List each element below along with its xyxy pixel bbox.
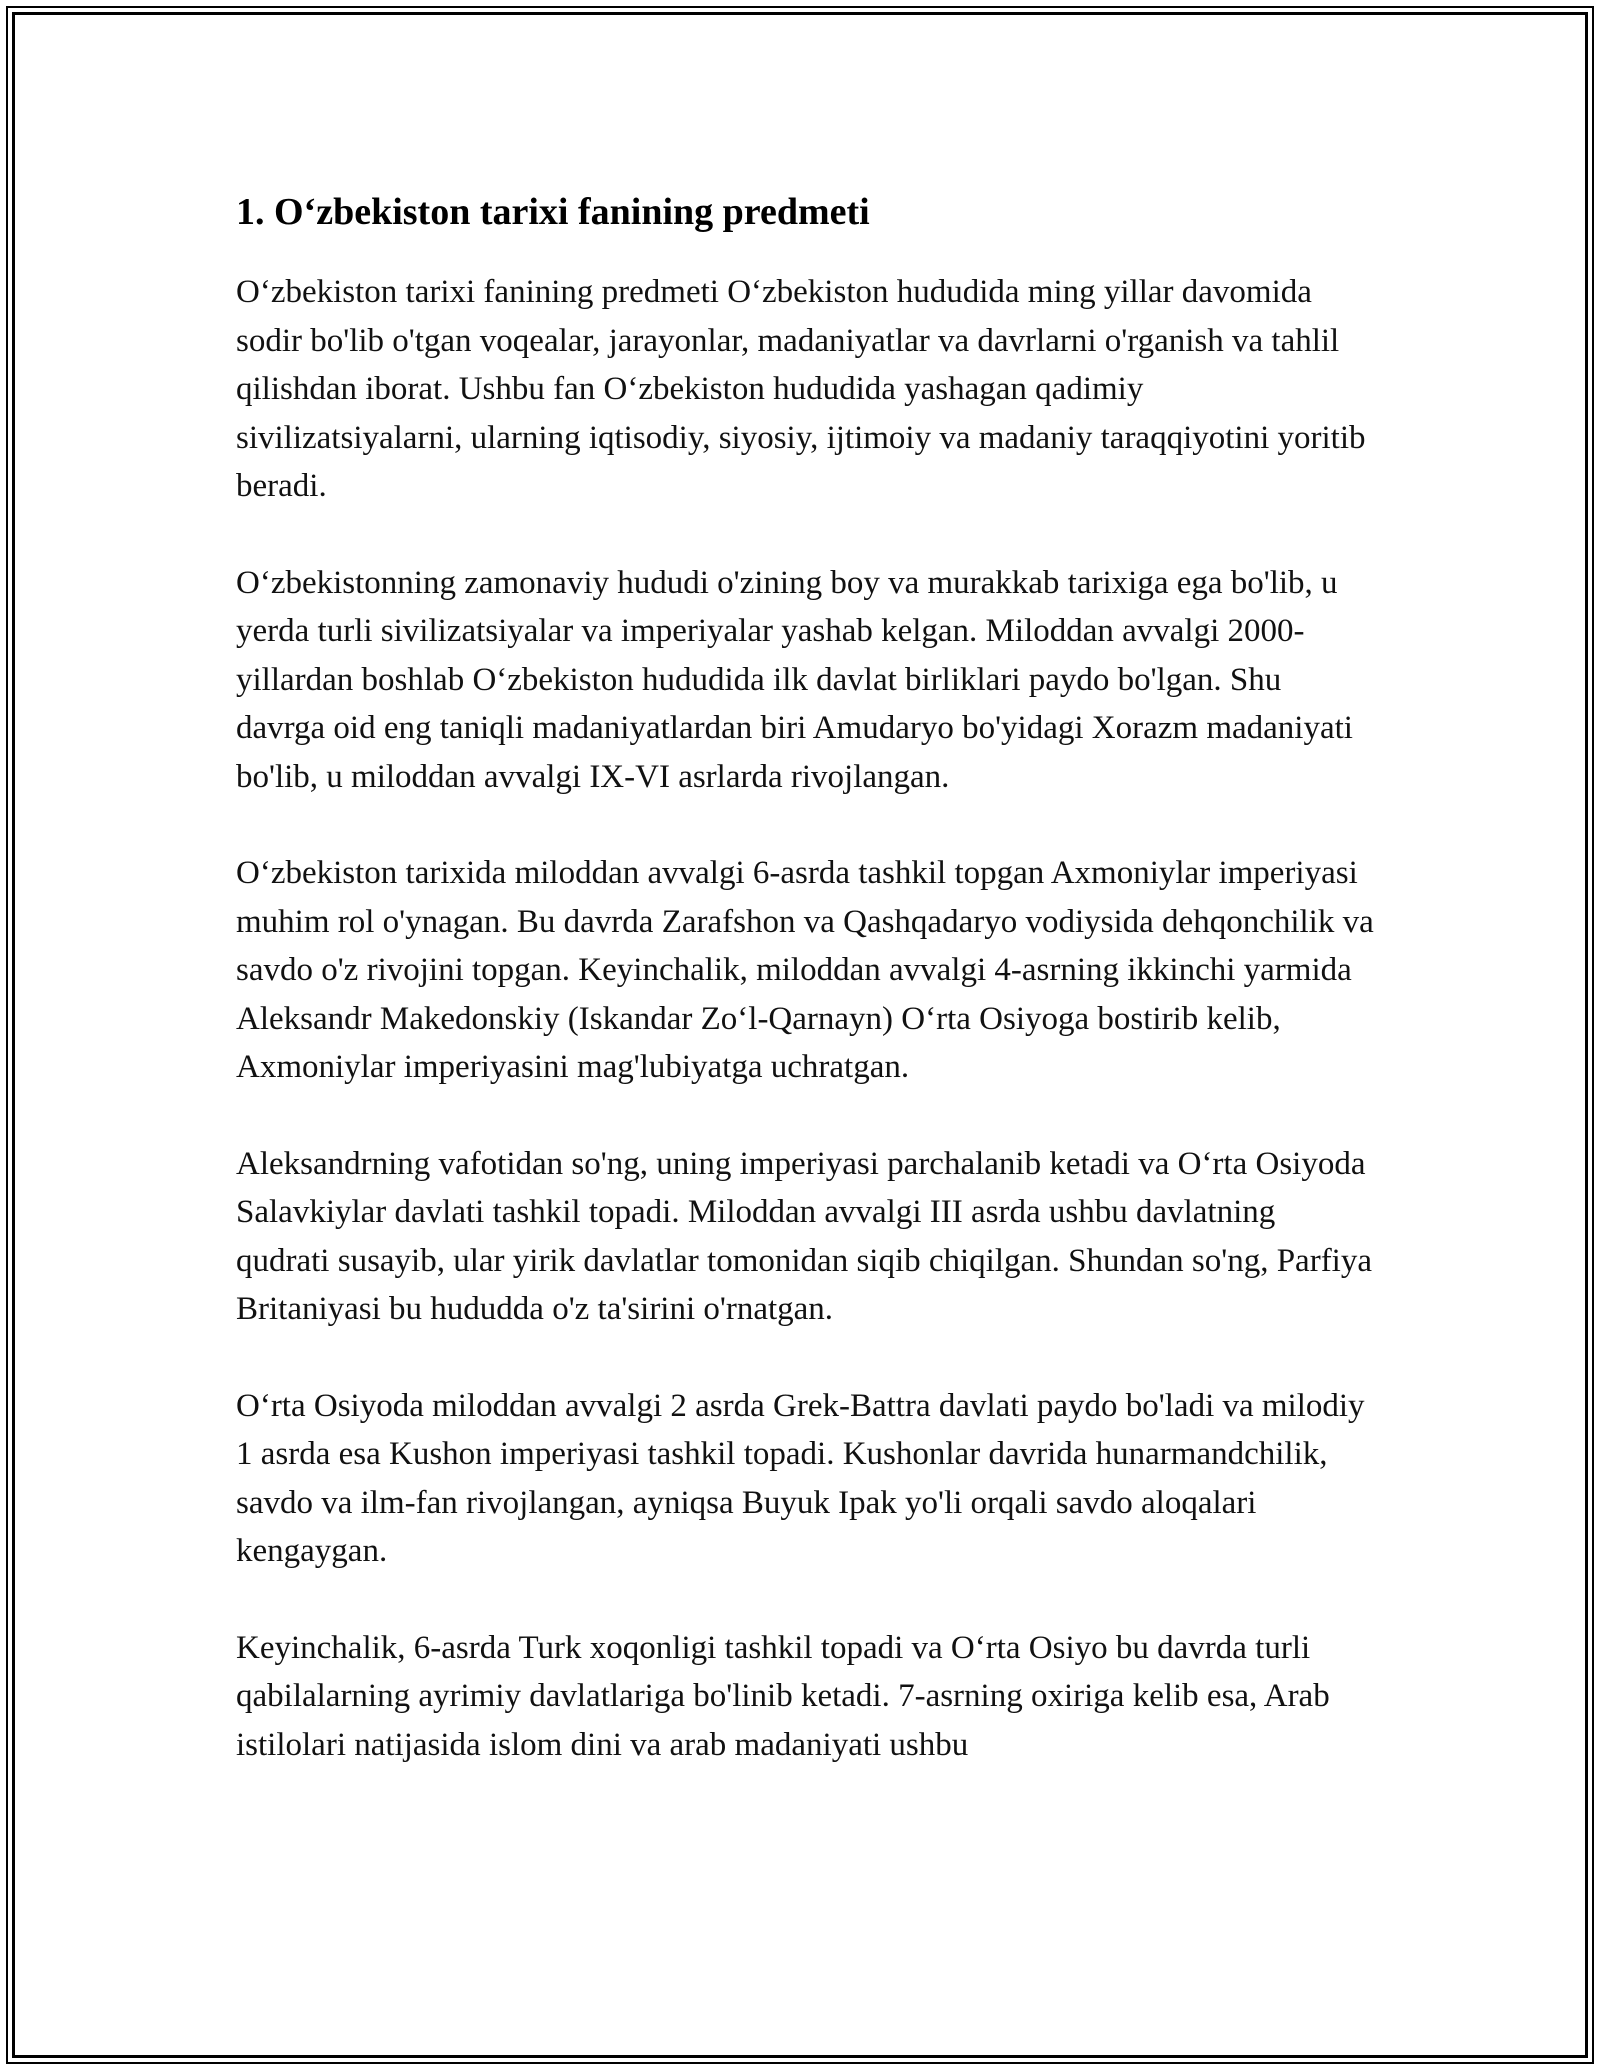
paragraph-6: Keyinchalik, 6-asrda Turk xoqonligi tashkil topadi va O‘rta Osiyo bu davrda turli qabilalarning ayrimiy davlatlariga bo'linib ketadi. 7-asrning oxiriga kelib esa, Arab istilolari natijasida islom dini va arab madaniyati ushbu xyxy=(236,1629,1330,1763)
paragraph-4: Aleksandrning vafotidan so'ng, uning imperiyasi parchalanib ketadi va O‘rta Osiyoda Salavkiylar davlati tashkil topadi. Miloddan avvalgi III asrda ushbu davlatning qudrati susayib, ular yirik davlatlar tomonidan siqib chiqilgan. Shundan so'ng, Parfiya Britaniyasi bu hududda o'z ta'sirini o'rnatgan. xyxy=(236,1145,1373,1327)
document-body xyxy=(236,186,1376,1817)
section-heading: 1. O‘zbekiston tarixi fanining predmeti xyxy=(236,191,870,233)
paragraph-2: O‘zbekistonning zamonaviy hududi o'zining boy va murakkab tarixiga ega bo'lib, u yerda turli sivilizatsiyalar va imperiyalar yashab kelgan. Miloddan avvalgi 2000-yillardan boshlab O‘zbekiston hududida ilk davlat birliklari paydo bo'lgan. Shu davrga oid eng taniqli madaniyatlardan biri Amudaryo bo'yidagi Xorazm madaniyati bo'lib, u miloddan avvalgi IX-VI asrlarda rivojlangan. xyxy=(236,564,1353,795)
paragraph-5: O‘rta Osiyoda miloddan avvalgi 2 asrda Grek-Battra davlati paydo bo'ladi va milodiy 1 asrda esa Kushon imperiyasi tashkil topadi. Kushonlar davrida hunarmandchilik, savdo va ilm-fan rivojlangan, ayniqsa Buyuk Ipak yo'li orqali savdo aloqalari kengaygan. xyxy=(236,1387,1365,1569)
paragraph-3: O‘zbekiston tarixida miloddan avvalgi 6-asrda tashkil topgan Axmoniylar imperiyasi muhim rol o'ynagan. Bu davrda Zarafshon va Qashqadaryo vodiysida dehqonchilik va savdo o'z rivojini topgan. Keyinchalik, miloddan avvalgi 4-asrning ikkinchi yarmida Aleksandr Makedonskiy (Iskandar Zo‘l-Qarnayn) O‘rta Osiyoga bostirib kelib, Axmoniylar imperiyasini mag'lubiyatga uchratgan. xyxy=(236,855,1374,1085)
paragraph-1: O‘zbekiston tarixi fanining predmeti O‘zbekiston hududida ming yillar davomida sodir bo'lib o'tgan voqealar, jarayonlar, madaniyatlar va davrlarni o'rganish va tahlil qilishdan iborat. Ushbu fan O‘zbekiston hududida yashagan qadimiy sivilizatsiyalarni, ularning iqtisodiy, siyosiy, ijtimoiy va madaniy taraqqiyotini yoritib beradi. xyxy=(236,274,1366,504)
